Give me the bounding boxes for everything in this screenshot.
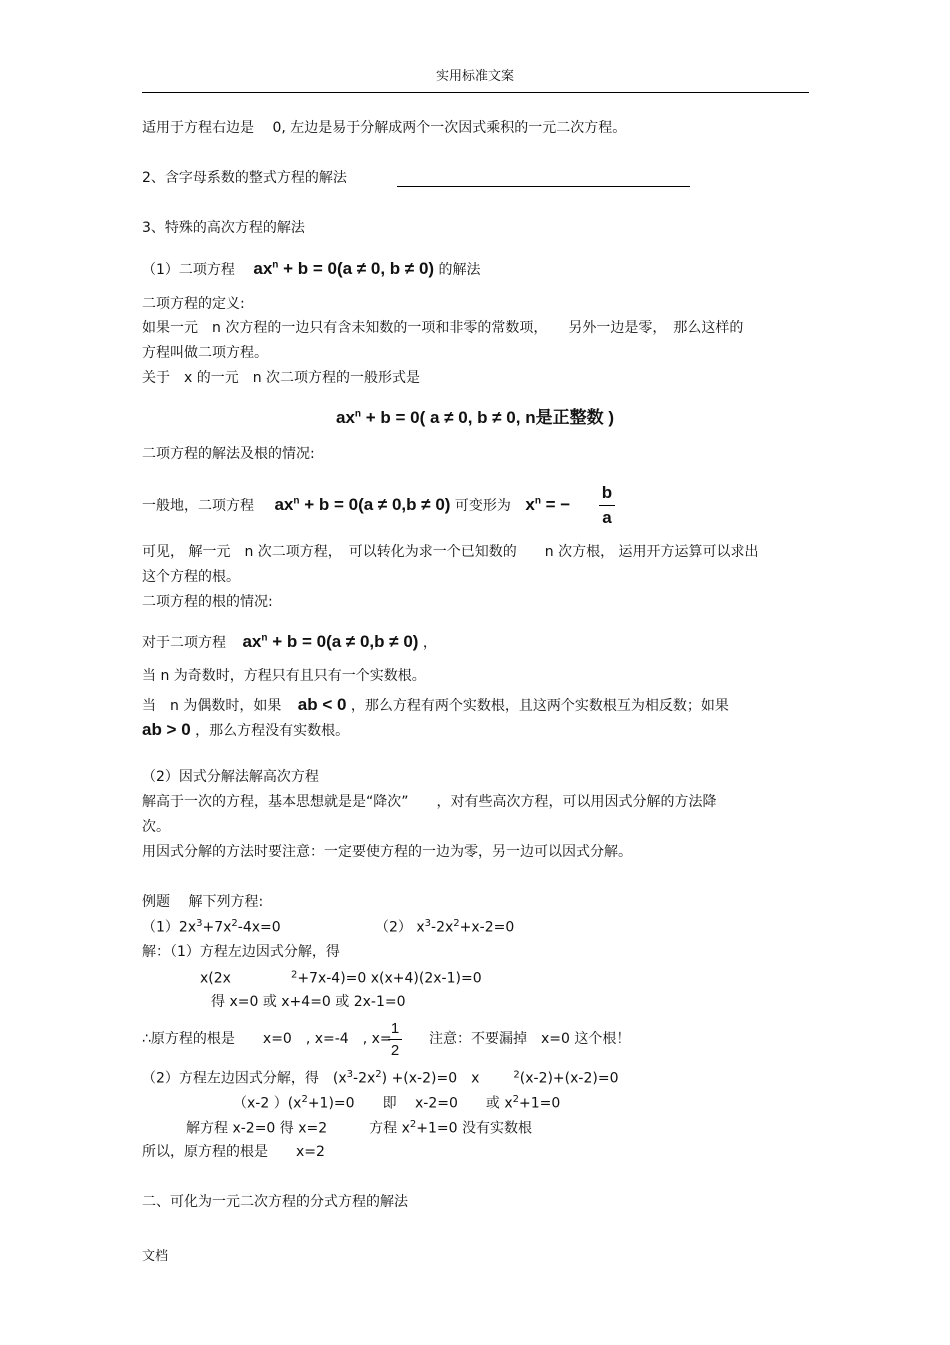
subsection-1-heading: （1）二项方程 $ax^n + b = 0(a \ne 0$, b ≠ 0) 的解法 — [142, 259, 481, 278]
section-heading-3: 3、特殊的高次方程的解法 — [142, 220, 305, 236]
fraction-one-half: 1 2 — [388, 1020, 402, 1059]
example-problem-1: $(1)2x^3+7x^2-4x=0$ — [142, 918, 281, 936]
equation-binomial: $ax^n + b = 0(a \ne 0$, b ≠ 0) — [253, 259, 435, 278]
odd-case: 当 n 为奇数时，方程只有且只有一个实数根。 — [142, 668, 426, 684]
text-line: 次。 — [142, 819, 170, 835]
definition-heading: 二项方程的定义: — [142, 296, 245, 312]
definition-text: 如果一元 n 次方程的一边只有含未知数的一项和非零的常数项， 另外一边是零， 那么这样的 — [142, 320, 744, 336]
general-form-equation: $ax^n + b = 0$( a ≠ 0, b ≠ 0, n是正整数 ) — [336, 408, 614, 427]
solution-2-conclusion: 所以，原方程的根是 x=2 — [142, 1144, 325, 1160]
transform-line: 一般地，二项方程 $ax^n + b = 0(a \ne 0,b \ne 0)$ 可变形为 $x^n$ = − — [142, 495, 571, 514]
section-heading-2: 2、含字母系数的整式方程的解法 — [142, 170, 347, 186]
text-line: 这个方程的根。 — [142, 569, 240, 585]
subsection-2-heading: （2）因式分解法解高次方程 — [142, 769, 319, 785]
page-header-title: 实用标准文案 — [435, 69, 514, 84]
example-heading: 例题 解下列方程: — [142, 894, 264, 910]
page-footer-label: 文档 — [142, 1249, 169, 1264]
solution-1-roots: ∴原方程的根是 x=0 , x=-4 , x= — [142, 1031, 392, 1047]
header-rule — [142, 92, 809, 93]
solution-heading: 二项方程的解法及根的情况: — [142, 446, 315, 462]
solution-1-cases: 得 x=0 或 x+4=0 或 2x-1=0 — [211, 994, 406, 1010]
blank-underline — [397, 186, 690, 187]
section-heading-fractional: 二、可化为一元二次方程的分式方程的解法 — [142, 1194, 408, 1210]
text-line: 用因式分解的方法时要注意：一定要使方程的一边为零，另一边可以因式分解。 — [142, 844, 632, 860]
even-case: 当 n 为偶数时，如果 ab < 0 ，那么方程有两个实数根，且这两个实数根互为相反数；如果 — [142, 695, 729, 714]
solution-2-cases: （x-2 ）$(x^2+1)=0$ 即 x-2=0 或 $x^2+1=0$ — [233, 1094, 561, 1112]
definition-text-cont: 方程叫做二项方程。 — [142, 345, 268, 361]
solution-1-factor: x(2x $^2$+7x-4)=0 x(x+4)(2x-1)=0 — [200, 969, 482, 987]
text-line: 解高于一次的方程，基本思想就是是“降次” ，对有些高次方程，可以用因式分解的方法降 — [142, 794, 717, 810]
general-form-intro: 关于 x 的一元 n 次二项方程的一般形式是 — [142, 370, 421, 386]
text-line: 可见， 解一元 n 次二项方程， 可以转化为求一个已知数的 n 次方根， 运用开方运算可以求出 — [142, 544, 759, 560]
roots-equation-line: 对于二项方程 $ax^n + b = 0(a \ne 0,b \ne 0)$ ， — [142, 632, 437, 651]
roots-heading: 二项方程的根的情况: — [142, 594, 273, 610]
fraction-b-over-a: b a — [599, 483, 615, 528]
even-case-cont: ab > 0 ，那么方程没有实数根。 — [142, 720, 350, 739]
example-problem-2: （2） $x^3-2x^2+x-2=0$ — [375, 918, 515, 936]
solution-2-factor: （2）方程左边因式分解，得 $(x^3-2x^2) +(x-2)=0$ x $^2$(x-2)+(x-2)=0 — [142, 1069, 619, 1087]
solution-1-intro: 解：（1）方程左边因式分解，得 — [142, 944, 340, 960]
text-line: 适用于方程右边是 0, 左边是易于分解成两个一次因式乘积的一元二次方程。 — [142, 120, 627, 136]
note-text: 注意：不要漏掉 x=0 这个根！ — [429, 1031, 631, 1047]
solution-2-solve: 解方程 x-2=0 得 x=2 方程 $x^2+1=0$ 没有实数根 — [186, 1119, 532, 1137]
